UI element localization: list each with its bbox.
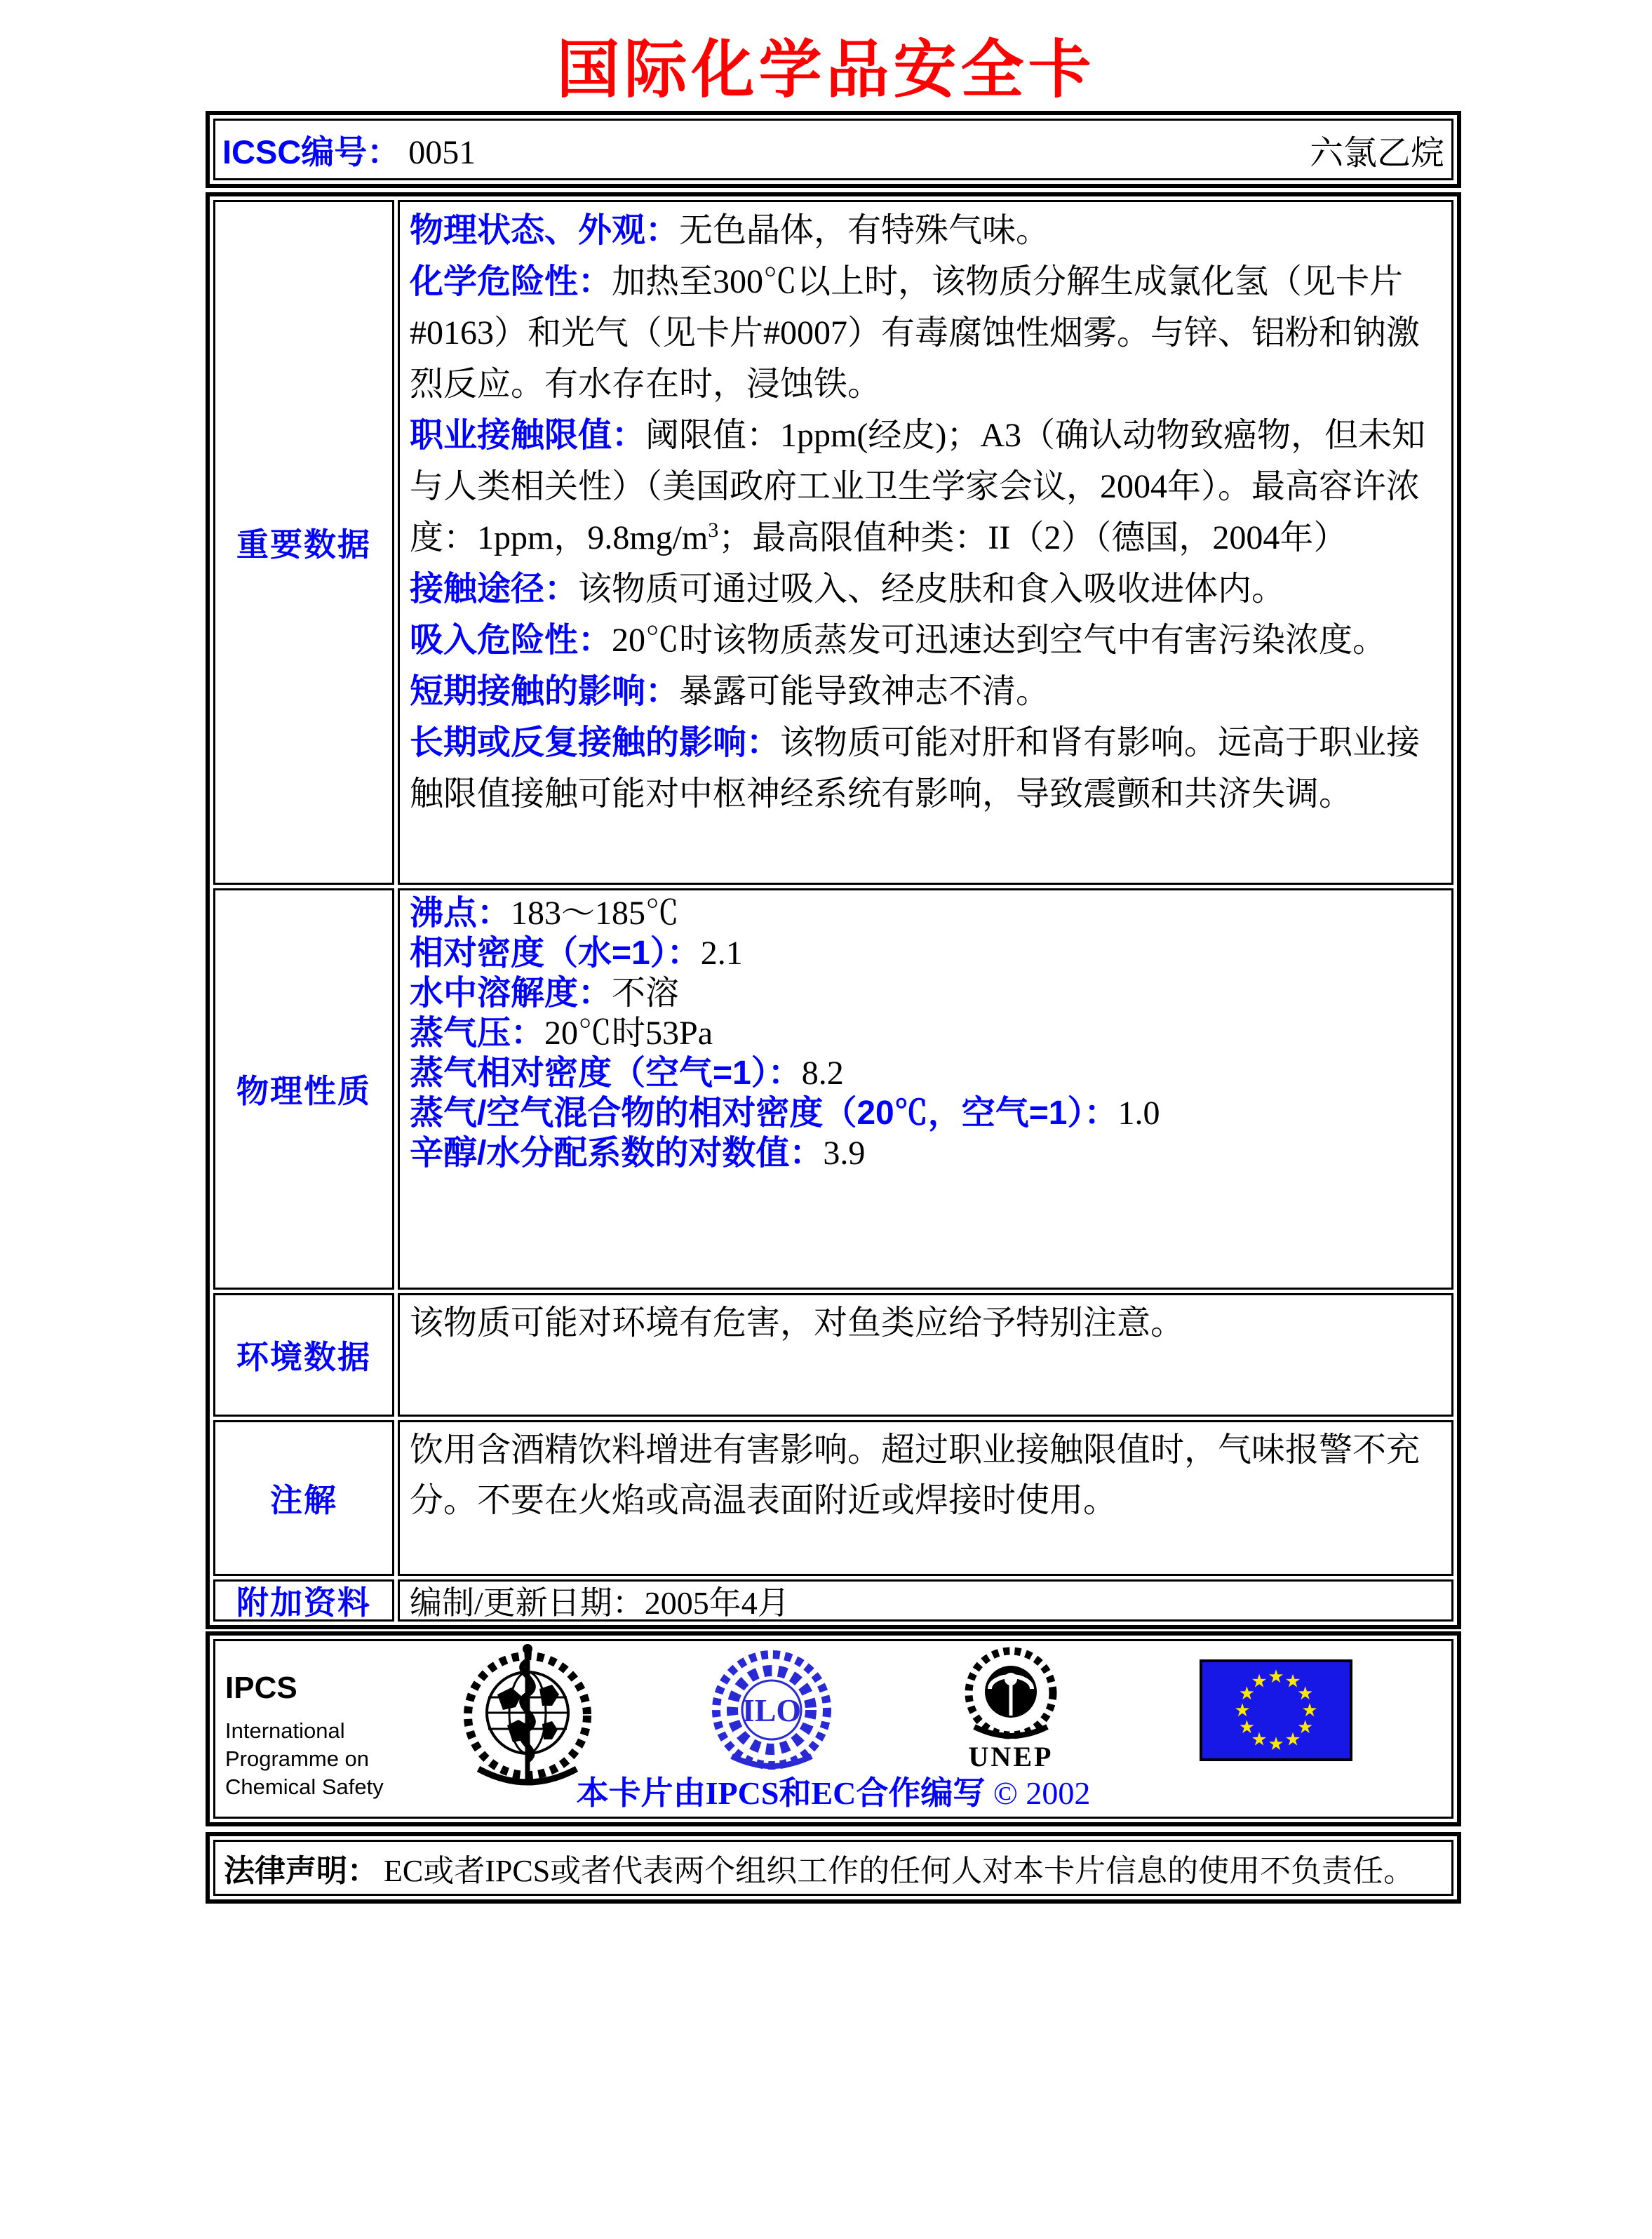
eu-star-icon: ★ <box>1284 1671 1301 1692</box>
short-term-effect-text: 暴露可能导致神志不清。 <box>679 673 1050 710</box>
chemical-danger-text: 加热至300℃以上时，该物质分解生成氯化氢（见卡片#0163）和光气（见卡片#0007）有毒腐蚀性烟雾。与锌、铝粉和钠激烈反应。有水存在时，浸蚀铁。 <box>410 263 1421 403</box>
boiling-point-item <box>410 893 1442 933</box>
environment-data-row <box>213 1293 1453 1417</box>
physical-state-item <box>410 205 1442 256</box>
notes-row <box>213 1420 1453 1576</box>
physical-properties-content <box>398 888 1453 1290</box>
logos-row <box>213 1639 1453 1819</box>
vapor-air-mixture-value: 1.0 <box>1117 1095 1160 1132</box>
inhalation-risk-item <box>410 615 1442 666</box>
important-data-row <box>213 200 1453 885</box>
important-data-row-label: 重要数据 <box>213 200 394 885</box>
legal-box <box>206 1832 1461 1904</box>
environment-data-row-label: 环境数据 <box>213 1293 394 1417</box>
octanol-water-value: 3.9 <box>823 1135 866 1172</box>
exposure-route-label: 接触途径： <box>410 570 579 608</box>
eu-flag-icon <box>1200 1659 1352 1761</box>
header-row <box>213 119 1453 180</box>
relative-density-item <box>410 933 1442 973</box>
legal-row <box>213 1840 1453 1896</box>
exposure-route-text: 该物质可通过吸入、经皮肤和食入吸收进体内。 <box>578 570 1286 608</box>
vapor-air-mixture-label: 蒸气/空气混合物的相对密度（20℃，空气=1）： <box>410 1095 1118 1132</box>
unep-emblem-icon <box>953 1645 1069 1772</box>
ipcs-line-3: Chemical Safety <box>225 1775 384 1799</box>
eu-star-icon: ★ <box>1301 1700 1318 1721</box>
superscript-3: 3 <box>708 519 719 542</box>
ilo-letters: ILO <box>741 1692 802 1728</box>
eu-star-icon: ★ <box>1296 1683 1314 1704</box>
water-solubility-item <box>410 973 1442 1013</box>
copyright-text: © 2002 <box>993 1775 1091 1811</box>
eu-star-icon: ★ <box>1251 1671 1268 1692</box>
occupational-limit-label: 职业接触限值： <box>410 417 646 454</box>
legal-text: EC或者IPCS或者代表两个组织工作的任何人对本卡片信息的使用不负责任。 <box>384 1854 1415 1888</box>
notes-row-label: 注解 <box>213 1420 394 1576</box>
boiling-point-value: 183～185℃ <box>511 895 680 932</box>
vapor-pressure-value: 20℃时53Pa <box>544 1015 713 1052</box>
eu-star-icon: ★ <box>1284 1729 1301 1751</box>
ipcs-heading: IPCS <box>225 1671 297 1705</box>
chemical-name: 六氯乙烷 <box>1309 134 1444 172</box>
icsc-number-value: 0051 <box>408 133 476 171</box>
relative-density-value: 2.1 <box>700 935 743 972</box>
header-box <box>206 111 1461 188</box>
long-term-effect-item <box>410 717 1442 820</box>
chemical-danger-item <box>410 256 1442 410</box>
eu-star-icon: ★ <box>1234 1700 1251 1721</box>
long-term-effect-label: 长期或反复接触的影响： <box>410 724 781 761</box>
vapor-pressure-item <box>410 1013 1442 1053</box>
legal-label: 法律声明： <box>224 1854 378 1888</box>
ipcs-line-2: Programme on <box>225 1746 370 1771</box>
icsc-number-label: ICSC编号： <box>222 133 401 171</box>
octanol-water-label: 辛醇/水分配系数的对数值： <box>410 1135 824 1172</box>
additional-info-row-label: 附加资料 <box>213 1579 394 1622</box>
chemical-danger-label: 化学危险性： <box>410 263 612 300</box>
cooperation-caption-text: 本卡片由IPCS和EC合作编写 <box>576 1775 986 1811</box>
occupational-limit-text-1: 阈限值：1ppm(经皮)；A3（确认动物致癌物，但未知与人类相关性）（美国政府工业卫生学家会议，2004年）。最高容许浓度：1ppm，9.8mg/m <box>410 417 1425 556</box>
relative-density-label: 相对密度（水=1）： <box>410 935 701 972</box>
logos-box <box>206 1631 1461 1826</box>
ilo-emblem-icon <box>711 1650 833 1770</box>
additional-info-text: 编制/更新日期：2005年4月 <box>410 1585 790 1621</box>
vapor-density-value: 8.2 <box>801 1055 844 1092</box>
long-term-effect-text: 该物质可能对肝和肾有影响。远高于职业接触限值接触可能对中枢神经系统有影响，导致震颤和共济失调。 <box>410 724 1421 813</box>
eu-star-icon: ★ <box>1251 1729 1268 1751</box>
water-solubility-value: 不溶 <box>612 975 680 1012</box>
environment-data-content <box>398 1293 1453 1417</box>
short-term-effect-item <box>410 666 1442 717</box>
cooperation-caption <box>215 1767 1451 1814</box>
occupational-limit-text-2: ；最高限值种类：II（2）（德国，2004年） <box>718 519 1348 556</box>
physical-properties-row-label: 物理性质 <box>213 888 394 1290</box>
exposure-route-item <box>410 563 1442 615</box>
eu-star-icon: ★ <box>1296 1717 1314 1738</box>
eu-star-icon: ★ <box>1238 1683 1256 1704</box>
vapor-density-item <box>410 1053 1442 1093</box>
short-term-effect-label: 短期接触的影响： <box>410 673 680 710</box>
eu-star-icon: ★ <box>1238 1717 1256 1738</box>
eu-star-icon: ★ <box>1268 1666 1284 1687</box>
main-table <box>206 192 1461 1629</box>
physical-state-label: 物理状态、外观： <box>410 212 680 249</box>
eu-star-icon: ★ <box>1268 1734 1284 1755</box>
water-solubility-label: 水中溶解度： <box>410 975 612 1012</box>
octanol-water-item <box>410 1133 1442 1173</box>
inhalation-risk-text: 20℃时该物质蒸发可迅速达到空气中有害污染浓度。 <box>612 622 1387 659</box>
who-emblem-icon <box>461 1643 594 1789</box>
vapor-density-label: 蒸气相对密度（空气=1）： <box>410 1055 802 1092</box>
boiling-point-label: 沸点： <box>410 895 511 932</box>
vapor-pressure-label: 蒸气压： <box>410 1015 545 1052</box>
ipcs-line-1: International <box>225 1718 345 1743</box>
notes-text: 饮用含酒精饮料增进有害影响。超过职业接触限值时，气味报警不充分。不要在火焰或高温表面附近或焊接时使用。 <box>410 1431 1421 1519</box>
additional-info-row <box>213 1579 1453 1622</box>
occupational-limit-item <box>410 410 1442 563</box>
page-title: 国际化学品安全卡 <box>556 36 1096 105</box>
environment-data-text: 该物质可能对环境有危害，对鱼类应给予特别注意。 <box>410 1304 1185 1342</box>
unep-letters: UNEP <box>968 1741 1054 1772</box>
icsc-number-group <box>222 126 476 173</box>
important-data-content <box>398 200 1453 885</box>
inhalation-risk-label: 吸入危险性： <box>410 622 612 659</box>
additional-info-content <box>398 1579 1453 1622</box>
physical-state-text: 无色晶体，有特殊气味。 <box>679 212 1050 249</box>
vapor-air-mixture-item <box>410 1093 1442 1133</box>
notes-content <box>398 1420 1453 1576</box>
physical-properties-row <box>213 888 1453 1290</box>
